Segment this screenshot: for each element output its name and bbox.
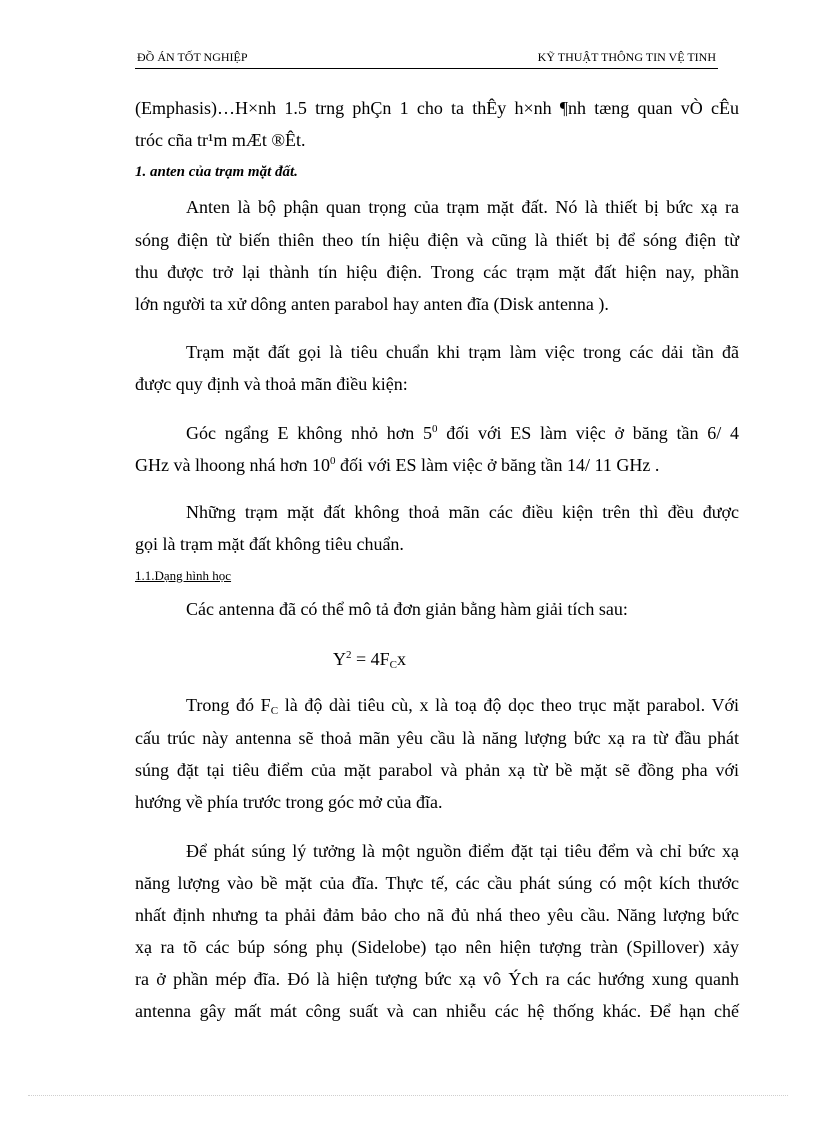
para7-line-2: năng lượng vào bề mặt của đĩa. Thực tế, các cầu phát súng có một kích thước	[135, 873, 739, 893]
para1-line-1: Anten là bộ phận quan trọng của trạm mặt đất. Nó là thiết bị bức xạ ra	[186, 197, 739, 217]
page-header	[135, 46, 718, 69]
para7-line-6: antenna gây mất mát công suất và can nhiễu các hệ thống khác. Để hạn chế	[135, 1001, 739, 1021]
section-heading-geometry: 1.1.Dạng hình học	[135, 568, 232, 583]
para7-line-3: nhất định nhưng ta phải đảm bảo cho nã đủ nhá theo yêu cầu. Năng lượng bức	[135, 905, 739, 925]
para5: Các antenna đã có thể mô tả đơn giản bằng hàm giải tích sau:	[186, 599, 628, 619]
para6-line-1: Trong đó $F_C$ là độ dài tiêu cù, x là toạ độ dọc theo trục mặt parabol. Với	[186, 695, 739, 717]
para6-line-2: cấu trúc này antenna sẽ thoả mãn yêu cầu là năng lượng bức xạ ra từ đầu phát	[135, 728, 739, 748]
para7-line-5: ra ở phần mép đĩa. Đó là hiện tượng bức xạ vô Ých ra các hướng xung quanh	[135, 969, 739, 989]
para2-line-1: Trạm mặt đất gọi là tiêu chuẩn khi trạm làm việc trong các dải tần đã	[186, 342, 739, 362]
footer-divider	[28, 1095, 788, 1097]
para2-line-2: được quy định và thoả mãn điều kiện:	[135, 374, 408, 394]
para3-line-1: Góc ngẩng E không nhỏ hơn $5^0$ đối với ES làm việc ở băng tần 6/ 4	[186, 423, 739, 443]
para1-line-2: sóng điện từ biến thiên theo tín hiệu điện và cũng là thiết bị để sóng điện từ	[135, 230, 739, 250]
header-right-title: KỸ THUẬT THÔNG TIN VỆ TINH	[537, 50, 716, 64]
para4-line-1: Những trạm mặt đất không thoả mãn các điều kiện trên thì đều được	[186, 502, 739, 522]
intro-line-1: (Emphasis)…H×nh 1.5 trng phÇn 1 cho ta thÊy h×nh ¶nh tæng quan vÒ cÊu	[135, 98, 739, 118]
para6-line-4: hướng về phía trước trong góc mở của đĩa.	[135, 792, 443, 812]
para6-line-3: súng đặt tại tiêu điểm của mặt parabol và phản xạ từ bề mặt sẽ đồng pha với	[135, 760, 739, 780]
para7-line-1: Để phát súng lý tưởng là một nguồn điểm đặt tại tiêu đểm và chỉ bức xạ	[186, 841, 739, 861]
para1-line-4: lớn người ta xử dông anten parabol hay anten đĩa (Disk antenna ).	[135, 294, 609, 314]
para4-line-2: gọi là trạm mặt đất không tiêu chuẩn.	[135, 534, 404, 554]
para3-line-2: GHz và lhoong nhá hơn $10^0$ đối với ES làm việc ở băng tần 14/ 11 GHz .	[135, 455, 660, 475]
para7-line-4: xạ ra tõ các búp sóng phụ (Sidelobe) tạo nên hiện tượng tràn (Spillover) xảy	[135, 937, 739, 957]
equation: $Y^2 = 4F_Cx$	[333, 649, 407, 671]
para1-line-3: thu được trở lại thành tín hiệu điện. Trong các trạm mặt đất hiện nay, phần	[135, 262, 739, 282]
section-heading-antenna: 1. anten của trạm mặt đất.	[135, 164, 298, 180]
intro-line-2: tróc cña tr¹m mÆt ®Êt.	[135, 130, 306, 150]
header-left-title: ĐỒ ÁN TỐT NGHIỆP	[137, 50, 248, 64]
